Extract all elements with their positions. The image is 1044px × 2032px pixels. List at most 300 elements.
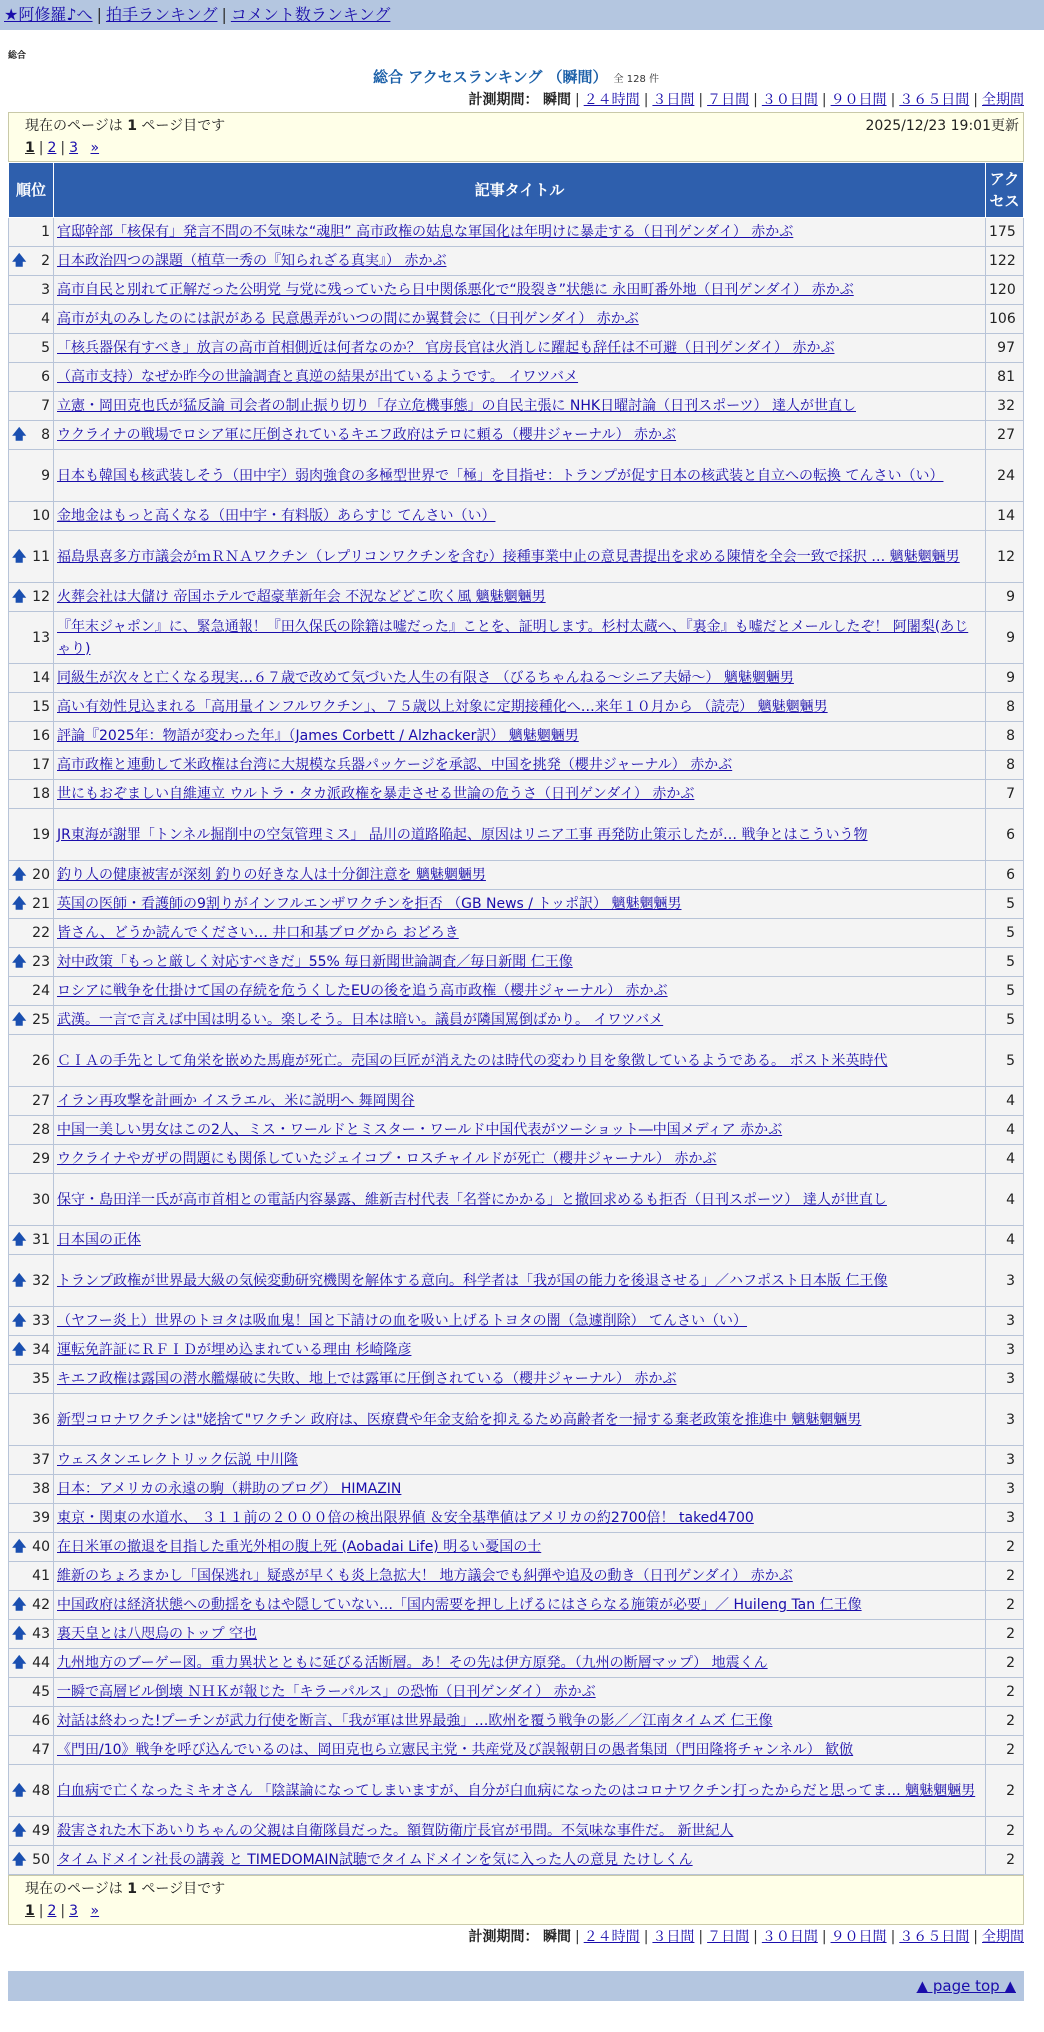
title-cell xyxy=(54,1145,986,1174)
rank-cell xyxy=(9,276,54,305)
pager-current: 1 xyxy=(25,140,35,156)
table-row xyxy=(9,363,1024,392)
title-cell xyxy=(54,1394,986,1446)
rank-cell xyxy=(9,334,54,363)
table-row xyxy=(9,583,1024,612)
table-row xyxy=(9,247,1024,276)
pager-link-3[interactable]: 3 xyxy=(69,1903,79,1919)
rank-up-arrow-icon: 🡅 xyxy=(12,427,27,443)
rank-cell xyxy=(9,809,54,861)
title-cell xyxy=(54,861,986,890)
rank-cell xyxy=(9,722,54,751)
rank-cell xyxy=(9,977,54,1006)
rank-up-arrow-icon: 🡅 xyxy=(12,253,27,269)
table-row xyxy=(9,1846,1024,1875)
title-cell xyxy=(54,305,986,334)
top-nav-link-home[interactable]: ★阿修羅♪へ xyxy=(4,5,93,24)
access-count: 2 xyxy=(986,1649,1024,1678)
period-link-7d[interactable]: ７日間 xyxy=(707,92,750,108)
article-title-link[interactable]: 「核兵器保有すべき」放言の高市首相側近は何者なのか？ 官房長官は火消しに躍起も辞任は不可避（日刊ゲンダイ） 赤かぶ xyxy=(57,340,835,356)
title-cell xyxy=(54,531,986,583)
access-count: 27 xyxy=(986,421,1024,450)
access-count: 2 xyxy=(986,1846,1024,1875)
access-count: 81 xyxy=(986,363,1024,392)
access-count: 4 xyxy=(986,1087,1024,1116)
access-count: 4 xyxy=(986,1116,1024,1145)
rank-up-arrow-icon: 🡅 xyxy=(12,1655,27,1671)
updated-timestamp: 2025/12/23 19:01更新 xyxy=(865,118,1019,134)
article-title-link[interactable]: 九州地方のブーゲー図。重力異状とともに延びる活断層。あ！その先は伊方原発。（九州の断層マップ） 地震くん xyxy=(57,1655,768,1671)
title-cell xyxy=(54,751,986,780)
period-link-90d[interactable]: ９０日間 xyxy=(830,1929,887,1945)
article-title-link[interactable]: ウクライナやガザの問題にも関係していたジェイコブ・ロスチャイルドが死亡（櫻井ジャーナル） 赤かぶ xyxy=(57,1151,717,1167)
rank-cell xyxy=(9,450,54,502)
table-row xyxy=(9,531,1024,583)
title-cell xyxy=(54,1846,986,1875)
title-cell xyxy=(54,502,986,531)
article-title-link[interactable]: 高市政権と連動して米政権は台湾に大規模な兵器パッケージを承認、中国を挑発（櫻井ジャーナル） 赤かぶ xyxy=(57,757,733,773)
rank-number: 32 xyxy=(32,1272,50,1289)
access-count: 2 xyxy=(986,1765,1024,1817)
ranking-table xyxy=(8,162,1024,1875)
rank-cell xyxy=(9,1620,54,1649)
access-count: 32 xyxy=(986,392,1024,421)
article-title-link[interactable]: ウェスタンエレクトリック伝説 中川隆 xyxy=(57,1452,299,1468)
article-title-link[interactable]: 高市が丸のみしたのには訳がある 民意愚弄がいつの間にか翼賛会に（日刊ゲンダイ） 赤かぶ xyxy=(57,311,639,327)
top-nav-bar xyxy=(0,0,1044,30)
article-title-link[interactable]: JR東海が謝罪「トンネル掘削中の空気管理ミス」 品川の道路陥起、原因はリニア工事 再発防止策示したが… 戦争とはこういう物 xyxy=(57,826,868,843)
article-title-link[interactable]: 福島県喜多方市議会がｍＲＮＡワクチン（レプリコンワクチンを含む）接種事業中止の意見書提出を求める陳情を全会一致で採択 … 魑魅魍魎男 xyxy=(57,548,960,565)
rank-cell xyxy=(9,1307,54,1336)
rank-cell xyxy=(9,1649,54,1678)
separator: | xyxy=(96,5,102,24)
period-selector-top: 計測期間： 瞬間 | ２４時間 | ３日間 | ７日間 | ３０日間 | ９０日間 | ３６５日間 | 全期間 xyxy=(468,92,1024,108)
article-title-link[interactable]: ＣＩＡの手先として角栄を嵌めた馬鹿が死亡。売国の巨匠が消えたのは時代の変わり目を象徴しているようである。 ポスト米英時代 xyxy=(57,1052,888,1069)
rank-number: 37 xyxy=(32,1452,50,1468)
article-title-link[interactable]: 一瞬で高層ビル倒壊 ＮＨＫが報じた「キラーパルス」の恐怖（日刊ゲンダイ） 赤かぶ xyxy=(57,1684,596,1700)
article-title-link[interactable]: タイムドメイン社長の講義 と TIMEDOMAIN試聴でタイムドメインを気に入った人の意見 たけしくん xyxy=(57,1852,693,1868)
article-title-link[interactable]: 金地金はもっと高くなる（田中宇・有料版）あらすじ てんさい（い） xyxy=(57,508,496,524)
article-title-link[interactable]: 《門田/10》戦争を呼び込んでいるのは、岡田克也ら立憲民主党・共産党及び誤報朝日の愚者集団（門田隆将チャンネル） 歓倣 xyxy=(57,1742,854,1758)
rank-number: 14 xyxy=(32,670,50,686)
title-cell xyxy=(54,890,986,919)
rank-number: 47 xyxy=(32,1742,50,1758)
access-count: 9 xyxy=(986,583,1024,612)
rank-number: 41 xyxy=(32,1568,50,1584)
article-title-link[interactable]: トランプ政権が世界最大級の気候変動研究機関を解体する意向。科学者は「我が国の能力を後退させる」／ハフポスト日本版 仁王像 xyxy=(57,1272,888,1289)
access-count: 4 xyxy=(986,1174,1024,1226)
article-title-link[interactable]: 立憲・岡田克也氏が猛反論 司会者の制止振り切り「存立危機事態」の自民主張に NHK日曜討論（日刊スポーツ） 達人が世直し xyxy=(57,398,856,414)
access-count: 3 xyxy=(986,1446,1024,1475)
rank-up-arrow-icon: 🡅 xyxy=(12,1823,27,1839)
title-cell xyxy=(54,1765,986,1817)
pager-link-2[interactable]: 2 xyxy=(47,140,57,156)
table-row xyxy=(9,1035,1024,1087)
table-row xyxy=(9,1533,1024,1562)
rank-cell xyxy=(9,1255,54,1307)
rank-cell xyxy=(9,1087,54,1116)
table-row xyxy=(9,1620,1024,1649)
table-row xyxy=(9,1145,1024,1174)
period-link-3d[interactable]: ３日間 xyxy=(652,1929,695,1945)
rank-number: 35 xyxy=(32,1371,50,1387)
access-count: 2 xyxy=(986,1707,1024,1736)
rank-number: 10 xyxy=(32,508,50,524)
article-title-link[interactable]: ロシアに戦争を仕掛けて国の存続を危うくしたEUの後を追う高市政権（櫻井ジャーナル） 赤かぶ xyxy=(57,983,668,999)
table-row xyxy=(9,693,1024,722)
access-count: 5 xyxy=(986,890,1024,919)
access-count: 5 xyxy=(986,919,1024,948)
rank-number: 7 xyxy=(41,398,50,414)
rank-number: 5 xyxy=(41,340,50,356)
rank-cell xyxy=(9,1035,54,1087)
top-nav-link-applause-ranking[interactable]: 拍手ランキング xyxy=(105,5,218,24)
access-count: 106 xyxy=(986,305,1024,334)
title-cell xyxy=(54,1087,986,1116)
pager-link-2[interactable]: 2 xyxy=(47,1903,57,1919)
pager-link-3[interactable]: 3 xyxy=(69,140,79,156)
period-current: 瞬間 xyxy=(542,92,571,108)
rank-number: 9 xyxy=(41,467,50,484)
access-count: 4 xyxy=(986,1145,1024,1174)
rank-number: 11 xyxy=(32,548,50,565)
access-count: 12 xyxy=(986,531,1024,583)
rank-number: 45 xyxy=(32,1684,50,1700)
title-cell xyxy=(54,1817,986,1846)
table-row xyxy=(9,1365,1024,1394)
title-cell xyxy=(54,919,986,948)
article-title-link[interactable]: （高市支持）なぜか昨今の世論調査と真逆の結果が出ているようです。 イワツバメ xyxy=(57,369,579,385)
access-count: 2 xyxy=(986,1591,1024,1620)
article-title-link[interactable]: 東京・関東の水道水、 ３１１前の２０００倍の検出限界値 ＆安全基準値はアメリカの約2700倍！ taked4700 xyxy=(57,1510,754,1526)
table-row xyxy=(9,334,1024,363)
access-count: 24 xyxy=(986,450,1024,502)
table-row xyxy=(9,977,1024,1006)
rank-number: 12 xyxy=(32,589,50,605)
article-title-link[interactable]: 高市自民と別れて正解だった公明党 与党に残っていたら日中関係悪化で“股裂き”状態に 永田町番外地（日刊ゲンダイ） 赤かぶ xyxy=(57,282,854,298)
rank-cell xyxy=(9,1533,54,1562)
title-cell xyxy=(54,1307,986,1336)
title-cell xyxy=(54,1562,986,1591)
rank-number: 31 xyxy=(32,1232,50,1248)
rank-cell xyxy=(9,1817,54,1846)
table-row xyxy=(9,1336,1024,1365)
table-row xyxy=(9,392,1024,421)
article-title-link[interactable]: ウクライナの戦場でロシア軍に圧倒されているキエフ政府はテロに頼る（櫻井ジャーナル） 赤かぶ xyxy=(57,427,677,443)
access-count: 8 xyxy=(986,693,1024,722)
access-count: 3 xyxy=(986,1307,1024,1336)
period-link-24h[interactable]: ２４時間 xyxy=(583,92,640,108)
column-header-access: アクセス xyxy=(986,163,1024,218)
rank-number: 3 xyxy=(41,282,50,298)
rank-cell xyxy=(9,751,54,780)
title-cell xyxy=(54,1174,986,1226)
article-title-link[interactable]: 官邸幹部「核保有」発言不問の不気味な“魂胆” 高市政権の姑息な軍国化は年明けに暴走する（日刊ゲンダイ） 赤かぶ xyxy=(57,224,794,240)
rank-cell xyxy=(9,218,54,247)
title-cell xyxy=(54,247,986,276)
period-link-30d[interactable]: ３０日間 xyxy=(761,1929,818,1945)
period-label: 計測期間： xyxy=(468,92,539,108)
article-title-link[interactable]: 評論『2025年：物語が変わった年』（James Corbett / Alzhacker訳） 魑魅魍魎男 xyxy=(57,728,579,744)
bottom-bar xyxy=(8,1971,1024,2001)
rank-up-arrow-icon: 🡅 xyxy=(12,1782,27,1799)
article-title-link[interactable]: 釣り人の健康被害が深刻 釣りの好きな人は十分御注意を 魑魅魍魎男 xyxy=(57,867,486,883)
period-label: 計測期間： xyxy=(468,1929,539,1945)
rank-up-arrow-icon: 🡅 xyxy=(12,1852,27,1868)
title-cell xyxy=(54,1591,986,1620)
table-row xyxy=(9,919,1024,948)
rank-number: 44 xyxy=(32,1655,50,1671)
rank-number: 16 xyxy=(32,728,50,744)
pager-next[interactable]: » xyxy=(90,1903,100,1919)
ranking-body xyxy=(9,218,1024,1875)
page-indicator: 現在のページは 1 ページ目です xyxy=(25,1881,226,1897)
rank-number: 24 xyxy=(32,983,50,999)
rank-cell xyxy=(9,1336,54,1365)
table-row xyxy=(9,861,1024,890)
period-link-365d[interactable]: ３６５日間 xyxy=(899,1929,970,1945)
table-row xyxy=(9,421,1024,450)
access-count: 3 xyxy=(986,1336,1024,1365)
title-cell xyxy=(54,1504,986,1533)
top-nav-link-comment-ranking[interactable]: コメント数ランキング xyxy=(230,5,391,24)
article-title-link[interactable]: 対中政策「もっと厳しく対応すべきだ」55% 毎日新聞世論調査／毎日新聞 仁王像 xyxy=(57,954,573,970)
table-row xyxy=(9,612,1024,664)
access-count: 4 xyxy=(986,1226,1024,1255)
access-count: 2 xyxy=(986,1620,1024,1649)
access-count: 122 xyxy=(986,247,1024,276)
rank-cell xyxy=(9,1736,54,1765)
article-title-link[interactable]: 武漢。一言で言えば中国は明るい。楽しそう。日本は暗い。議員が隣国罵倒ばかり。 イワツバメ xyxy=(57,1012,664,1028)
title-cell xyxy=(54,334,986,363)
period-link-all[interactable]: 全期間 xyxy=(982,92,1024,108)
rank-cell xyxy=(9,421,54,450)
table-row xyxy=(9,890,1024,919)
access-count: 5 xyxy=(986,977,1024,1006)
rank-number: 46 xyxy=(32,1713,50,1729)
title-cell xyxy=(54,363,986,392)
table-row xyxy=(9,1649,1024,1678)
rank-cell xyxy=(9,890,54,919)
pager-top: 1 | 2 | 3 » xyxy=(25,140,100,156)
access-count: 3 xyxy=(986,1475,1024,1504)
rank-up-arrow-icon: 🡅 xyxy=(12,954,27,970)
access-count: 5 xyxy=(986,1006,1024,1035)
rank-number: 22 xyxy=(32,925,50,941)
article-title-link[interactable]: 日本：アメリカの永遠の駒（耕助のブログ） HIMAZIN xyxy=(57,1481,402,1497)
rank-number: 20 xyxy=(32,867,50,883)
article-title-link[interactable]: 中国政府は経済状態への動揺をもはや隠していない…「国内需要を押し上げるにはさらなる施策が必要」／ Huileng Tan 仁王像 xyxy=(57,1597,862,1613)
page-info-bottom xyxy=(8,1875,1024,1925)
rank-cell xyxy=(9,1226,54,1255)
period-current: 瞬間 xyxy=(542,1929,571,1945)
article-title-link[interactable]: キエフ政権は露国の潜水艦爆破に失敗、地上では露軍に圧倒されている（櫻井ジャーナル） 赤かぶ xyxy=(57,1371,677,1387)
rank-up-arrow-icon: 🡅 xyxy=(12,1597,27,1613)
rank-cell xyxy=(9,693,54,722)
article-title-link[interactable]: イラン再攻撃を計画か イスラエル、米に説明へ 舞岡関谷 xyxy=(57,1093,415,1109)
article-title-link[interactable]: 維新のちょろまかし「国保逃れ」疑惑が早くも炎上急拡大！ 地方議会でも糾弾や追及の動き（日刊ゲンダイ） 赤かぶ xyxy=(57,1568,793,1584)
access-count: 2 xyxy=(986,1678,1024,1707)
rank-number: 15 xyxy=(32,699,50,715)
access-count: 3 xyxy=(986,1365,1024,1394)
rank-number: 21 xyxy=(32,896,50,912)
rank-cell xyxy=(9,861,54,890)
access-count: 8 xyxy=(986,751,1024,780)
period-link-all[interactable]: 全期間 xyxy=(982,1929,1024,1945)
rank-number: 23 xyxy=(32,954,50,970)
page-top-link[interactable]: ▲ page top ▲ xyxy=(916,1977,1016,1995)
table-row xyxy=(9,780,1024,809)
rank-cell xyxy=(9,1504,54,1533)
table-row xyxy=(9,1394,1024,1446)
title-cell xyxy=(54,392,986,421)
rank-cell xyxy=(9,1591,54,1620)
article-title-link[interactable]: 皆さん、どうか読んでください… 井口和基ブログから おどろき xyxy=(57,925,459,941)
rank-cell xyxy=(9,1116,54,1145)
rank-up-arrow-icon: 🡅 xyxy=(12,1626,27,1642)
rank-number: 50 xyxy=(32,1852,50,1868)
title-cell xyxy=(54,1736,986,1765)
period-link-90d[interactable]: ９０日間 xyxy=(830,92,887,108)
access-count: 7 xyxy=(986,780,1024,809)
title-cell xyxy=(54,1006,986,1035)
rank-cell xyxy=(9,1394,54,1446)
article-title-link[interactable]: 日本国の正体 xyxy=(57,1232,141,1248)
rank-cell xyxy=(9,1562,54,1591)
title-cell xyxy=(54,809,986,861)
article-title-link[interactable]: 英国の医師・看護師の9割りがインフルエンザワクチンを拒否 （GB News / トッポ訳） 魑魅魍魎男 xyxy=(57,896,682,912)
rank-cell xyxy=(9,363,54,392)
rank-number: 48 xyxy=(32,1782,50,1799)
rank-number: 26 xyxy=(32,1052,50,1069)
title-cell xyxy=(54,276,986,305)
title-cell xyxy=(54,421,986,450)
pager-bottom: 1 | 2 | 3 » xyxy=(25,1903,100,1919)
article-title-link[interactable]: 同級生が次々と亡くなる現実…６７歳で改めて気づいた人生の有限さ （びるちゃんねる～シニア夫婦～） 魑魅魍魎男 xyxy=(57,670,794,686)
rank-up-arrow-icon: 🡅 xyxy=(12,896,27,912)
article-title-link[interactable]: 殺害された木下あいりちゃんの父親は自衛隊員だった。額賀防衛庁長官が弔問。不気味な事件だ。 新世紀人 xyxy=(57,1823,734,1839)
rank-up-arrow-icon: 🡅 xyxy=(12,589,27,605)
rank-number: 28 xyxy=(32,1122,50,1138)
table-row xyxy=(9,1116,1024,1145)
rank-cell xyxy=(9,664,54,693)
title-cell xyxy=(54,780,986,809)
title-cell xyxy=(54,1116,986,1145)
table-row xyxy=(9,809,1024,861)
article-title-link[interactable]: 日本政治四つの課題（植草一秀の『知られざる真実』） 赤かぶ xyxy=(57,253,447,269)
table-row xyxy=(9,1006,1024,1035)
table-row xyxy=(9,276,1024,305)
period-link-3d[interactable]: ３日間 xyxy=(652,92,695,108)
rank-cell xyxy=(9,305,54,334)
access-count: 8 xyxy=(986,722,1024,751)
period-link-365d[interactable]: ３６５日間 xyxy=(899,92,970,108)
table-row xyxy=(9,1307,1024,1336)
article-title-link[interactable]: （ヤフー炎上）世界のトヨタは吸血鬼！国と下請けの血を吸い上げるトヨタの闇（急遽削除） てんさい（い） xyxy=(57,1313,748,1329)
rank-up-arrow-icon: 🡅 xyxy=(12,1539,27,1555)
rank-up-arrow-icon: 🡅 xyxy=(12,1342,27,1358)
access-count: 5 xyxy=(986,1035,1024,1087)
access-count: 6 xyxy=(986,861,1024,890)
rank-number: 1 xyxy=(41,224,50,240)
article-title-link[interactable]: 日本も韓国も核武装しそう（田中宇）弱肉強食の多極型世界で「極」を目指せ：トランプが促す日本の核武装と自立への転換 てんさい（い） xyxy=(57,467,944,484)
rank-number: 42 xyxy=(32,1597,50,1613)
rank-number: 39 xyxy=(32,1510,50,1526)
title-cell xyxy=(54,1649,986,1678)
rank-cell xyxy=(9,1446,54,1475)
title-cell xyxy=(54,1620,986,1649)
rank-number: 6 xyxy=(41,369,50,385)
table-row xyxy=(9,1736,1024,1765)
period-link-7d[interactable]: ７日間 xyxy=(707,1929,750,1945)
rank-cell xyxy=(9,1145,54,1174)
article-title-link[interactable]: 在日米軍の撤退を目指した重光外相の腹上死 (Aobadai Life) 明るい憂国の士 xyxy=(57,1539,542,1555)
article-title-link[interactable]: 世にもおぞましい自維連立 ウルトラ・タカ派政権を暴走させる世論の危うさ（日刊ゲンダイ） 赤かぶ xyxy=(57,786,695,802)
title-cell xyxy=(54,1035,986,1087)
page-indicator: 現在のページは 1 ページ目です xyxy=(25,118,226,134)
table-row xyxy=(9,664,1024,693)
table-row xyxy=(9,722,1024,751)
rank-cell xyxy=(9,502,54,531)
table-row xyxy=(9,1707,1024,1736)
title-cell xyxy=(54,1255,986,1307)
rank-number: 25 xyxy=(32,1012,50,1028)
period-link-30d[interactable]: ３０日間 xyxy=(761,92,818,108)
article-title-link[interactable]: 保守・島田洋一氏が高市首相との電話内容暴露、維新吉村代表「名誉にかかる」と撤回求めるも拒否（日刊スポーツ） 達人が世直し xyxy=(57,1191,887,1208)
rank-number: 18 xyxy=(32,786,50,802)
article-title-link[interactable]: 高い有効性見込まれる「高用量インフルワクチン」、７５歳以上対象に定期接種化へ…来年１０月から （読売） 魑魅魍魎男 xyxy=(57,699,828,715)
rank-cell xyxy=(9,1006,54,1035)
table-row xyxy=(9,1817,1024,1846)
table-row xyxy=(9,751,1024,780)
article-title-link[interactable]: 中国一美しい男女はこの2人、ミス・ワールドとミスター・ワールド中国代表がツーショット―中国メディア 赤かぶ xyxy=(57,1122,783,1138)
page-content xyxy=(0,30,1030,2011)
access-count: 2 xyxy=(986,1533,1024,1562)
article-title-link[interactable]: 新型コロナワクチンは"姥捨て"ワクチン 政府は、医療費や年金支給を抑えるため高齢者を一掃する棄老政策を推進中 魑魅魍魎男 xyxy=(57,1411,862,1428)
rank-cell xyxy=(9,392,54,421)
rank-number: 4 xyxy=(41,311,50,327)
rank-number: 30 xyxy=(32,1191,50,1208)
article-title-link[interactable]: 運転免許証にＲＦＩＤが埋め込まれている理由 杉崎隆彦 xyxy=(57,1342,412,1358)
article-title-link[interactable]: 対話は終わった!プーチンが武力行使を断言、「我が軍は世界最強」…欧州を覆う戦争の影／／江南タイムズ 仁王像 xyxy=(57,1713,773,1729)
rank-up-arrow-icon: 🡅 xyxy=(12,1313,27,1329)
rank-cell xyxy=(9,1846,54,1875)
period-link-24h[interactable]: ２４時間 xyxy=(583,1929,640,1945)
table-row xyxy=(9,1591,1024,1620)
table-row xyxy=(9,1255,1024,1307)
article-title-link[interactable]: 『年末ジャポン』に、緊急通報！『田久保氏の除籍は嘘だった』ことを、証明します。杉村太蔵へ、『裏金』も嘘だとメールしたぞ！ 阿闍梨(あじゃり) xyxy=(57,618,969,657)
access-count: 120 xyxy=(986,276,1024,305)
rank-cell xyxy=(9,1174,54,1226)
pager-next[interactable]: » xyxy=(90,140,100,156)
access-count: 6 xyxy=(986,809,1024,861)
title-cell xyxy=(54,1678,986,1707)
separator: | xyxy=(221,5,227,24)
article-title-link[interactable]: 裏天皇とは八咫烏のトップ 空也 xyxy=(57,1626,258,1642)
article-title-link[interactable]: 火葬会社は大儲け 帝国ホテルで超豪華新年会 不況などどこ吹く風 魑魅魍魎男 xyxy=(57,589,546,605)
article-title-link[interactable]: 白血病で亡くなったミキオさん 「陰謀論になってしまいますが、自分が白血病になったのはコロナワクチン打ったからだと思ってま… 魑魅魍魎男 xyxy=(57,1782,976,1799)
rank-number: 2 xyxy=(41,253,50,269)
rank-number: 40 xyxy=(32,1539,50,1555)
column-header-title: 記事タイトル xyxy=(54,163,986,218)
title-cell xyxy=(54,722,986,751)
rank-up-arrow-icon: 🡅 xyxy=(12,867,27,883)
rank-cell xyxy=(9,583,54,612)
title-cell xyxy=(54,1475,986,1504)
rank-up-arrow-icon: 🡅 xyxy=(12,548,27,565)
table-row xyxy=(9,502,1024,531)
access-count: 3 xyxy=(986,1255,1024,1307)
